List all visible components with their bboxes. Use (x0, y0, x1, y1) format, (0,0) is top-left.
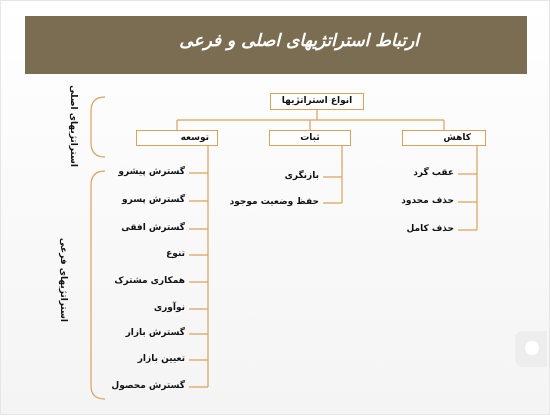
kahesh-item: حذف کامل (406, 224, 454, 234)
label-sub-strategies: استراتژیهای فرعی (58, 237, 68, 322)
tose-item: نوآوری (153, 303, 185, 313)
bracket-sub (91, 171, 105, 399)
tose-item: گسترش محصول (111, 381, 185, 391)
slide-nav-icon[interactable] (515, 331, 547, 367)
bracket-main (91, 97, 105, 157)
tose-item: گسترش افقی (121, 223, 185, 233)
tose-item: گسترش پیشرو (118, 167, 185, 177)
tose-item: گسترش پسرو (122, 195, 185, 205)
root-node: انواع استراتژیها (270, 93, 364, 110)
category-tose: توسعه (136, 130, 218, 146)
sobat-item: حفظ وضعیت موجود (229, 197, 319, 207)
tose-item: گسترش بازار (125, 328, 185, 338)
kahesh-item: عقب گرد (413, 168, 454, 178)
tose-item: همکاری مشترک (114, 276, 185, 286)
kahesh-item: حذف محدود (401, 196, 454, 206)
connector-lines (1, 1, 550, 416)
label-main-strategies: استراتژیهای اصلی (68, 85, 78, 167)
sobat-item: بازنگری (284, 171, 319, 181)
slide-title: ارتباط استراتژیهای اصلی و فرعی (179, 31, 419, 51)
category-kahesh: کاهش (402, 130, 486, 146)
tose-item: تعیین بازار (137, 354, 185, 364)
category-sobat: ثبات (269, 130, 351, 146)
tose-item: تنوع (166, 249, 185, 259)
